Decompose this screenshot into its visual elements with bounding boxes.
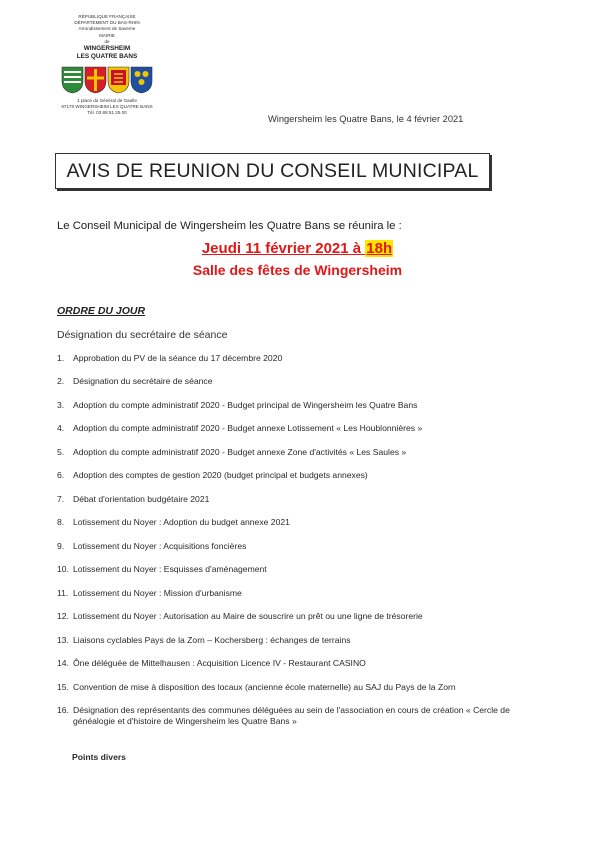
agenda-item-number: 11.	[57, 588, 69, 598]
agenda-item-number: 13.	[57, 635, 69, 645]
agenda-item	[57, 353, 547, 364]
agenda-item-text: Adoption des comptes de gestion 2020 (budget principal et budgets annexes)	[73, 470, 368, 480]
agenda-item-text: Lotissement du Noyer : Adoption du budget annexe 2021	[73, 517, 290, 527]
municipality-subname: LES QUATRE BANS	[76, 53, 138, 60]
agenda-item-text: Approbation du PV de la séance du 17 décembre 2020	[73, 353, 283, 363]
municipality-name: WINGERSHEIM	[83, 45, 131, 52]
page-title: AVIS DE REUNION DU CONSEIL MUNICIPAL	[55, 153, 490, 189]
meeting-date	[0, 240, 595, 257]
agenda-item-number: 5.	[57, 447, 65, 457]
agenda-item	[57, 541, 547, 552]
crest-wingersheim	[61, 66, 84, 94]
intro-text: Le Conseil Municipal de Wingersheim les Quatre Bans se réunira le :	[57, 220, 402, 232]
agenda-item-text: Débat d'orientation budgétaire 2021	[73, 494, 210, 504]
agenda-item-number: 10.	[57, 564, 69, 574]
agenda-item	[57, 611, 547, 622]
agenda-item	[57, 635, 547, 646]
address-line: 67170 WINGERSHEIM LES QUATRE BANS	[61, 104, 153, 109]
agenda-item-text: Adoption du compte administratif 2020 - Budget principal de Wingersheim les Quatre Bans	[73, 400, 418, 410]
secretary-designation: Désignation du secrétaire de séance	[57, 329, 228, 341]
address-line: Tél. 03 88 51 25 00	[87, 110, 127, 115]
crest-gingsheim	[84, 66, 107, 94]
agenda-item-number: 16.	[57, 705, 69, 715]
crest-hohatzenheim	[107, 66, 130, 94]
agenda-item-text: Lotissement du Noyer : Acquisitions foncières	[73, 541, 247, 551]
agenda-item-number: 1.	[57, 353, 65, 363]
agenda-item	[57, 705, 547, 727]
agenda-heading: ORDRE DU JOUR	[57, 305, 146, 317]
header-line: de	[104, 39, 110, 44]
agenda-item-number: 3.	[57, 400, 65, 410]
agenda-item-number: 8.	[57, 517, 65, 527]
agenda-item-number: 14.	[57, 658, 69, 668]
header-line: Arrondissement de Saverne	[78, 26, 136, 31]
agenda-item-number: 4.	[57, 423, 65, 433]
agenda-item-number: 6.	[57, 470, 65, 480]
agenda-item-number: 7.	[57, 494, 65, 504]
agenda-item-text: Adoption du compte administratif 2020 - Budget annexe Lotissement « Les Houblonnières »	[73, 423, 423, 433]
header-line: RÉPUBLIQUE FRANÇAISE	[78, 14, 136, 19]
address-line: 1 place du Général de Gaulle	[77, 98, 137, 103]
meeting-venue: Salle des fêtes de Wingersheim	[192, 262, 403, 278]
meeting-date-text: Jeudi 11 février 2021 à	[201, 240, 366, 257]
agenda-item-text: Lotissement du Noyer : Mission d'urbanisme	[73, 588, 242, 598]
agenda-item	[57, 588, 547, 599]
agenda-item-text: Liaisons cyclables Pays de la Zorn – Kochersberg : échanges de terrains	[73, 635, 351, 645]
agenda-item	[57, 423, 547, 434]
agenda-item	[57, 658, 547, 669]
agenda-item-number: 9.	[57, 541, 65, 551]
agenda-item	[57, 470, 547, 481]
header-line: DÉPARTEMENT DU BAS-RHIN	[74, 20, 140, 25]
agenda-item-text: Convention de mise à disposition des locaux (ancienne école maternelle) au SAJ du Pays de la Zorn	[73, 682, 456, 692]
agenda-item-number: 12.	[57, 611, 69, 621]
agenda-item	[57, 447, 547, 458]
agenda-item-text: Désignation des représentants des communes déléguées au sein de l'association en cours de création « Cercle de généalogie et d'histoire de Wingersheim les Quatre Bans »	[73, 705, 510, 726]
agenda-item-text: Lotissement du Noyer : Esquisses d'aménagement	[73, 564, 267, 574]
agenda-item	[57, 400, 547, 411]
date-place: Wingersheim les Quatre Bans, le 4 février 2021	[268, 114, 464, 124]
meeting-time-highlight: 18h	[366, 240, 393, 257]
header-line: MAIRIE	[99, 33, 115, 38]
agenda-item-number: 15.	[57, 682, 69, 692]
agenda-item	[57, 494, 547, 505]
agenda-item-text: Lotissement du Noyer : Autorisation au Maire de souscrire un prêt ou une ligne de trésorerie	[73, 611, 423, 621]
misc-points: Points divers	[72, 752, 126, 762]
agenda-item-text: Ône déléguée de Mittelhausen : Acquisition Licence IV - Restaurant CASINO	[73, 658, 366, 668]
agenda-item-number: 2.	[57, 376, 65, 386]
agenda-item	[57, 682, 547, 693]
agenda-item	[57, 517, 547, 528]
agenda-item-text: Désignation du secrétaire de séance	[73, 376, 213, 386]
agenda-item-text: Adoption du compte administratif 2020 - Budget annexe Zone d'activités « Les Saules »	[73, 447, 407, 457]
crest-mittelhausen	[130, 66, 153, 94]
agenda-item	[57, 564, 547, 575]
agenda-item	[57, 376, 547, 387]
